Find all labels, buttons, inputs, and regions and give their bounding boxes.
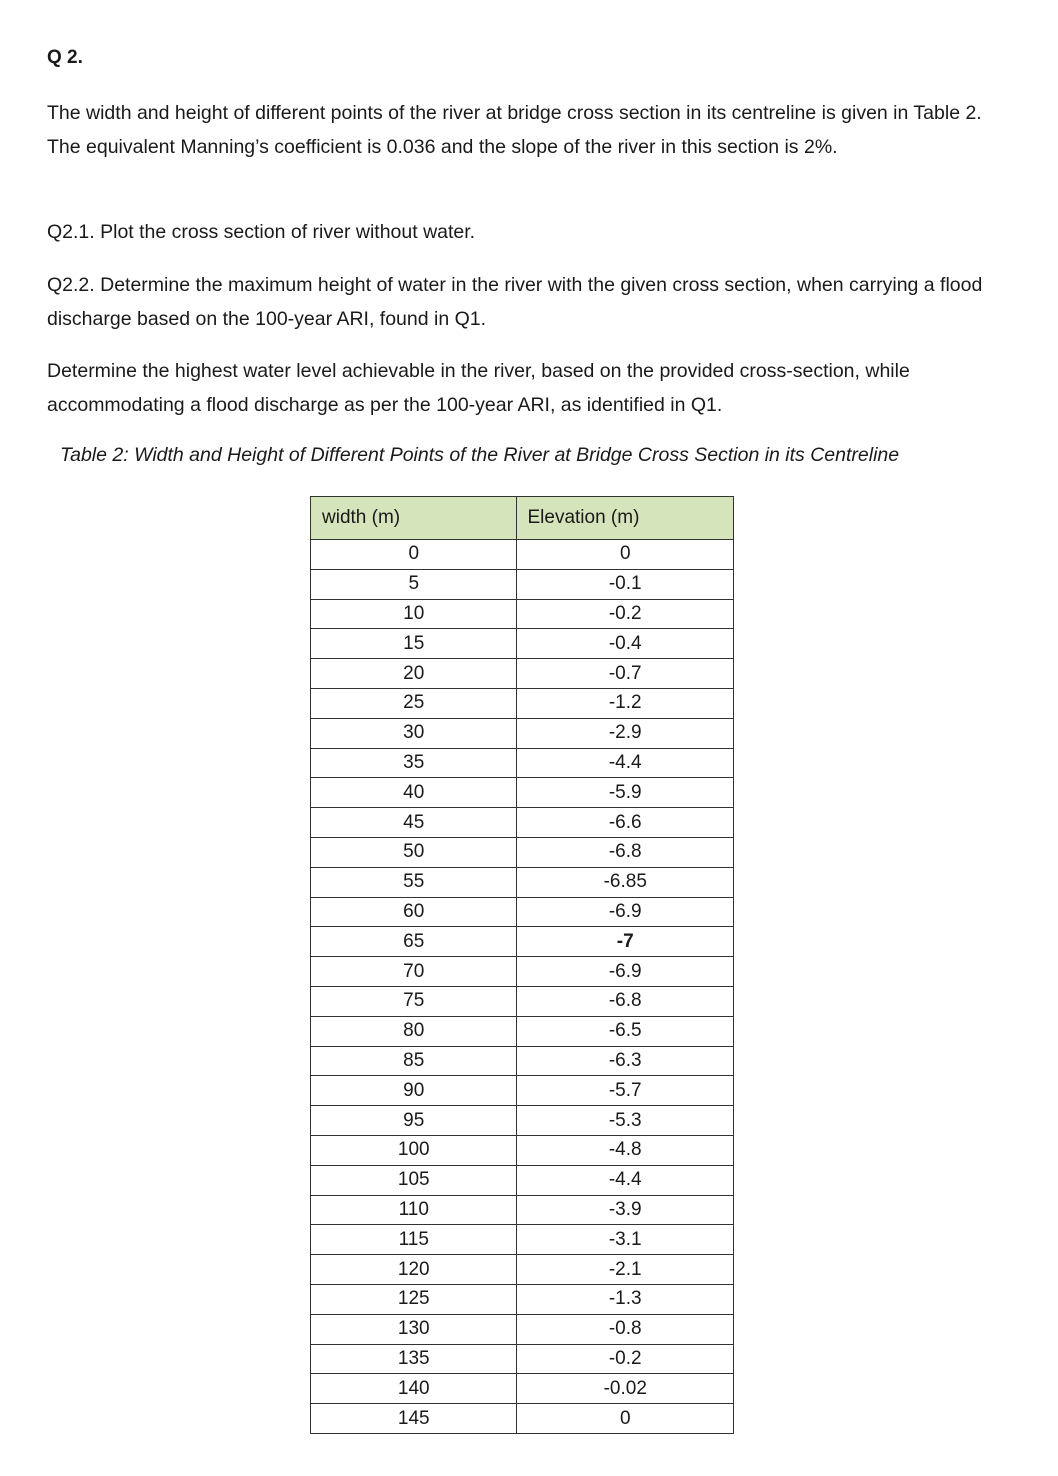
table-row xyxy=(311,540,734,570)
cell-elevation: -2.1 xyxy=(517,1255,734,1285)
cell-elevation: -0.2 xyxy=(517,1344,734,1374)
cell-width: 15 xyxy=(311,629,517,659)
cell-width: 30 xyxy=(311,718,517,748)
table-row xyxy=(311,957,734,987)
table-row xyxy=(311,986,734,1016)
cell-width: 45 xyxy=(311,808,517,838)
table-row xyxy=(311,1076,734,1106)
cell-elevation: -6.3 xyxy=(517,1046,734,1076)
cell-width: 75 xyxy=(311,986,517,1016)
cell-width: 115 xyxy=(311,1225,517,1255)
cell-elevation: -1.3 xyxy=(517,1284,734,1314)
cell-elevation: -0.02 xyxy=(517,1374,734,1404)
cell-width: 50 xyxy=(311,837,517,867)
cell-width: 145 xyxy=(311,1404,517,1434)
cell-elevation: -6.5 xyxy=(517,1016,734,1046)
cell-elevation: -7 xyxy=(517,927,734,957)
table-row xyxy=(311,1046,734,1076)
cell-width: 95 xyxy=(311,1106,517,1136)
question-part-2-2: Q2.2. Determine the maximum height of water in the river with the given cross section, when carrying a flood discharge based on the 100-year ARI, found in Q1. xyxy=(47,274,983,330)
cell-elevation: -4.4 xyxy=(517,748,734,778)
question-part-2-2-rephrase: Determine the highest water level achievable in the river, based on the provided cross-section, while accommodating a flood discharge as per the 100-year ARI, as identified in Q1. xyxy=(47,360,910,416)
cell-elevation: -5.9 xyxy=(517,778,734,808)
table-row xyxy=(311,837,734,867)
cell-elevation: -6.8 xyxy=(517,837,734,867)
cell-elevation: -0.8 xyxy=(517,1314,734,1344)
cell-width: 5 xyxy=(311,569,517,599)
table-header-row xyxy=(311,497,734,540)
cell-width: 65 xyxy=(311,927,517,957)
table-row xyxy=(311,808,734,838)
cell-width: 140 xyxy=(311,1374,517,1404)
cell-width: 85 xyxy=(311,1046,517,1076)
cell-elevation: -6.85 xyxy=(517,867,734,897)
table-row xyxy=(311,1314,734,1344)
cell-width: 90 xyxy=(311,1076,517,1106)
table-row xyxy=(311,867,734,897)
table-body xyxy=(311,540,734,1434)
cell-width: 100 xyxy=(311,1135,517,1165)
cell-width: 25 xyxy=(311,688,517,718)
table-row xyxy=(311,1106,734,1136)
table-row xyxy=(311,599,734,629)
table-row xyxy=(311,897,734,927)
table-row xyxy=(311,1195,734,1225)
cell-width: 135 xyxy=(311,1344,517,1374)
cell-width: 105 xyxy=(311,1165,517,1195)
table-row xyxy=(311,1404,734,1434)
cell-width: 125 xyxy=(311,1284,517,1314)
header-elevation: Elevation (m) xyxy=(517,497,734,540)
cell-width: 20 xyxy=(311,659,517,689)
cell-width: 130 xyxy=(311,1314,517,1344)
header-width: width (m) xyxy=(311,497,517,540)
question-part-2-1: Q2.1. Plot the cross section of river without water. xyxy=(47,221,476,243)
table-row xyxy=(311,927,734,957)
table-row xyxy=(311,778,734,808)
table-row xyxy=(311,1165,734,1195)
cell-elevation: -2.9 xyxy=(517,718,734,748)
cell-width: 60 xyxy=(311,897,517,927)
table-row xyxy=(311,688,734,718)
cell-elevation: -0.1 xyxy=(517,569,734,599)
cell-elevation: -6.6 xyxy=(517,808,734,838)
question-intro: The width and height of different points of the river at bridge cross section in its centreline is given in Table 2. The equivalent Manning’s coefficient is 0.036 and the slope of the river in this section is 2%. xyxy=(47,102,982,158)
table-row xyxy=(311,1374,734,1404)
cell-elevation: -3.1 xyxy=(517,1225,734,1255)
table-row xyxy=(311,1344,734,1374)
cell-width: 120 xyxy=(311,1255,517,1285)
cell-width: 10 xyxy=(311,599,517,629)
cell-elevation: -3.9 xyxy=(517,1195,734,1225)
table-row xyxy=(311,718,734,748)
cell-elevation: -1.2 xyxy=(517,688,734,718)
cell-width: 35 xyxy=(311,748,517,778)
cell-width: 55 xyxy=(311,867,517,897)
table-row xyxy=(311,569,734,599)
table-row xyxy=(311,1016,734,1046)
cell-elevation: -6.9 xyxy=(517,897,734,927)
table-caption: Table 2: Width and Height of Different Points of the River at Bridge Cross Section in its Centreline xyxy=(60,444,900,466)
table-row xyxy=(311,629,734,659)
cell-elevation: -6.8 xyxy=(517,986,734,1016)
cell-elevation: -0.4 xyxy=(517,629,734,659)
river-cross-section-table xyxy=(310,496,734,1434)
cell-elevation: 0 xyxy=(517,540,734,570)
cell-elevation: 0 xyxy=(517,1404,734,1434)
cell-elevation: -4.4 xyxy=(517,1165,734,1195)
cell-elevation: -6.9 xyxy=(517,957,734,987)
cell-width: 110 xyxy=(311,1195,517,1225)
cell-elevation: -5.3 xyxy=(517,1106,734,1136)
cell-width: 70 xyxy=(311,957,517,987)
cell-elevation: -5.7 xyxy=(517,1076,734,1106)
table-row xyxy=(311,1284,734,1314)
cell-elevation: -0.7 xyxy=(517,659,734,689)
table-row xyxy=(311,748,734,778)
cell-elevation: -4.8 xyxy=(517,1135,734,1165)
cell-width: 0 xyxy=(311,540,517,570)
question-heading: Q 2. xyxy=(47,47,83,68)
table-row xyxy=(311,1225,734,1255)
table-row xyxy=(311,1135,734,1165)
cell-elevation: -0.2 xyxy=(517,599,734,629)
cell-width: 80 xyxy=(311,1016,517,1046)
cell-width: 40 xyxy=(311,778,517,808)
table-row xyxy=(311,1255,734,1285)
table-row xyxy=(311,659,734,689)
